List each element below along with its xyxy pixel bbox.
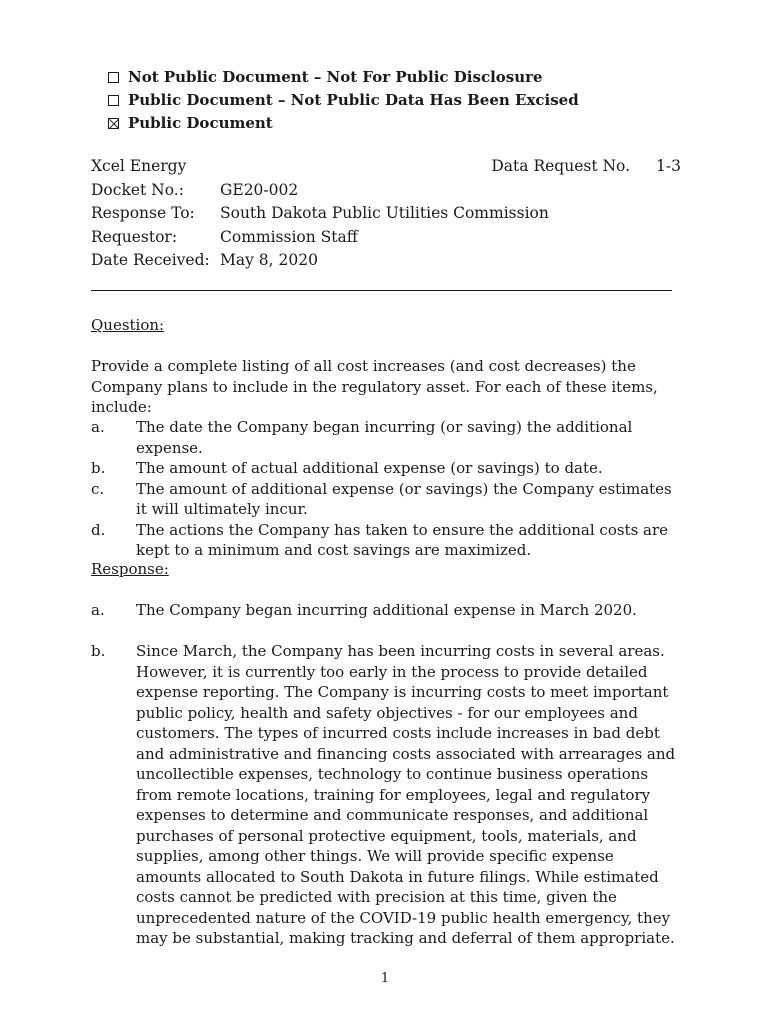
question-heading: Question: <box>91 316 165 334</box>
data-request <box>491 156 681 180</box>
header-label: Date Received: <box>91 251 210 269</box>
item-marker: c. <box>91 479 105 498</box>
response-item-b <box>91 641 681 949</box>
header-row-date-received <box>91 250 681 274</box>
response-heading: Response: <box>91 560 169 578</box>
checkbox-label: Not Public Document – Not For Public Disclosure <box>128 68 543 87</box>
question-item-b <box>91 458 681 479</box>
checkbox-row-excised <box>108 89 579 112</box>
item-text: The Company began incurring additional expense in March 2020. <box>136 601 637 619</box>
header-label: Response To: <box>91 204 195 222</box>
item-text: The amount of additional expense (or savings) the Company estimates it will ultimately incur. <box>136 479 672 518</box>
response-item-a-block <box>91 600 681 621</box>
item-marker: a. <box>91 418 105 436</box>
question-intro-text: Provide a complete listing of all cost increases (and cost decreases) the Company plans to include in the regulatory asset. For each of these items, include: <box>91 357 658 416</box>
header-row-docket <box>91 180 681 204</box>
header-label: Docket No.: <box>91 180 184 199</box>
data-request-label: Data Request No. <box>491 157 631 175</box>
response-item-a <box>91 600 681 621</box>
checkbox-label: Public Document <box>128 114 273 133</box>
classification-checkboxes <box>108 66 579 135</box>
item-marker: a. <box>91 601 105 619</box>
question-items <box>91 417 681 561</box>
unchecked-box-icon <box>108 95 119 106</box>
header-divider <box>91 290 672 291</box>
data-request-number: 1-3 <box>656 157 681 175</box>
header-value: South Dakota Public Utilities Commission <box>220 204 549 222</box>
item-text: The date the Company began incurring (or saving) the additional expense. <box>136 418 633 457</box>
header-value: Commission Staff <box>220 227 358 246</box>
item-marker: d. <box>91 520 106 539</box>
header-row-requestor <box>91 227 681 251</box>
item-text: The amount of actual additional expense (or savings) to date. <box>136 459 603 477</box>
question-heading-block <box>91 315 681 336</box>
item-marker: b. <box>91 459 106 477</box>
unchecked-box-icon <box>108 72 119 83</box>
document-header <box>91 156 681 274</box>
item-text: The actions the Company has taken to ensure the additional costs are kept to a minimum and cost savings are maximized. <box>136 520 669 559</box>
question-item-d <box>91 520 681 561</box>
header-company-row <box>91 156 681 180</box>
checkbox-label: Public Document – Not Public Data Has Been Excised <box>128 91 579 110</box>
item-text: Since March, the Company has been incurring costs in several areas. However, it is currently too early in the process to provide detailed expense reporting. The Company is incurring costs to meet important public policy, health and safety objectives - for our employees and customers. The types of incurred costs include increases in bad debt and administrative and financing costs associated with arrearages and uncollectible expenses, technology to continue business operations from remote locations, training for employees, legal and regulatory expenses to determine and communicate responses, and additional purchases of personal protective equipment, tools, materials, and supplies, among other things. We will provide specific expense amounts allocated to South Dakota in future filings. While estimated costs cannot be predicted with precision at this time, given the unprecedented nature of the COVID-19 public health emergency, they may be substantial, making tracking and deferral of them appropriate. <box>136 642 676 947</box>
question-item-c <box>91 479 681 520</box>
page-number: 1 <box>380 971 390 986</box>
header-value: May 8, 2020 <box>220 251 318 269</box>
response-item-b-block <box>91 641 681 949</box>
header-value: GE20-002 <box>220 180 299 199</box>
checkbox-row-public <box>108 112 579 135</box>
question-intro <box>91 356 681 418</box>
question-item-a <box>91 417 681 458</box>
item-marker: b. <box>91 642 106 660</box>
checked-box-icon <box>108 118 119 129</box>
response-heading-block <box>91 559 681 580</box>
checkbox-row-not-public <box>108 66 579 89</box>
header-label: Requestor: <box>91 227 178 246</box>
company-name: Xcel Energy <box>91 157 187 175</box>
header-row-response-to <box>91 203 681 227</box>
